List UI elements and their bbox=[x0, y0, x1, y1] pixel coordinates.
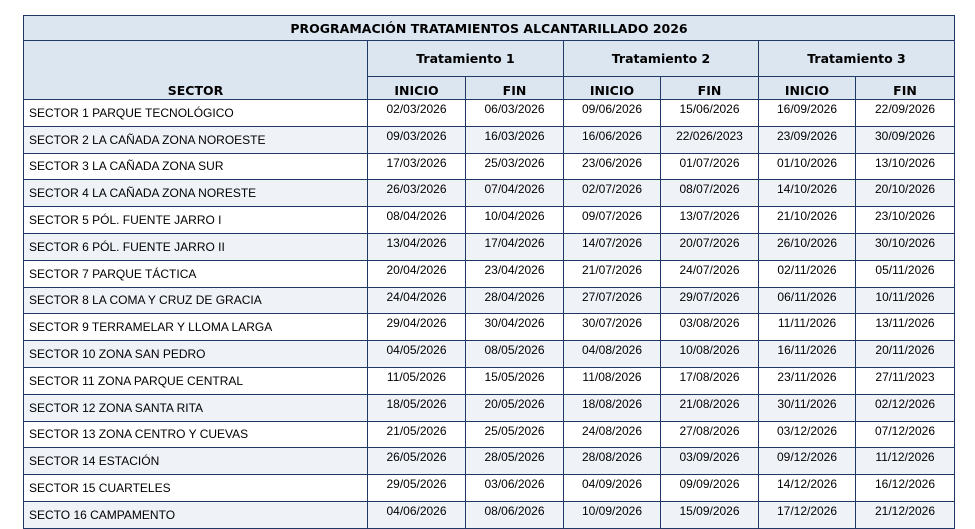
end-date-cell: 25/05/2026 bbox=[466, 421, 564, 448]
start-date-cell: 24/08/2026 bbox=[564, 421, 661, 448]
table-row bbox=[24, 367, 955, 394]
start-date-cell: 04/05/2026 bbox=[368, 341, 466, 368]
start-date-cell: 02/11/2026 bbox=[759, 260, 856, 287]
start-date-cell: 09/03/2026 bbox=[368, 126, 466, 153]
table-row bbox=[24, 180, 955, 207]
table-row bbox=[24, 100, 955, 127]
start-date-cell: 09/06/2026 bbox=[564, 100, 661, 127]
end-date-cell: 24/07/2026 bbox=[661, 260, 759, 287]
end-date-cell: 23/10/2026 bbox=[856, 207, 955, 234]
sector-cell: SECTOR 11 ZONA PARQUE CENTRAL bbox=[24, 367, 368, 394]
start-date-cell: 09/07/2026 bbox=[564, 207, 661, 234]
sector-cell: SECTOR 7 PARQUE TÁCTICA bbox=[24, 260, 368, 287]
start-date-cell: 11/08/2026 bbox=[564, 367, 661, 394]
table-body bbox=[24, 100, 955, 529]
end-date-cell: 30/10/2026 bbox=[856, 233, 955, 260]
end-date-cell: 10/08/2026 bbox=[661, 341, 759, 368]
start-date-cell: 04/06/2026 bbox=[368, 501, 466, 528]
start-date-cell: 04/09/2026 bbox=[564, 475, 661, 502]
sector-column-header: SECTOR bbox=[24, 41, 368, 100]
sector-cell: SECTOR 3 LA CAÑADA ZONA SUR bbox=[24, 153, 368, 180]
end-date-cell: 05/11/2026 bbox=[856, 260, 955, 287]
start-date-cell: 21/07/2026 bbox=[564, 260, 661, 287]
sector-cell: SECTOR 14 ESTACIÓN bbox=[24, 448, 368, 475]
end-date-cell: 07/04/2026 bbox=[466, 180, 564, 207]
column-header-fin: FIN bbox=[856, 77, 955, 100]
start-date-cell: 29/04/2026 bbox=[368, 314, 466, 341]
end-date-cell: 17/04/2026 bbox=[466, 233, 564, 260]
sector-cell: SECTOR 10 ZONA SAN PEDRO bbox=[24, 341, 368, 368]
end-date-cell: 09/09/2026 bbox=[661, 475, 759, 502]
column-header-fin: FIN bbox=[661, 77, 759, 100]
start-date-cell: 11/11/2026 bbox=[759, 314, 856, 341]
start-date-cell: 23/09/2026 bbox=[759, 126, 856, 153]
end-date-cell: 16/03/2026 bbox=[466, 126, 564, 153]
start-date-cell: 16/09/2026 bbox=[759, 100, 856, 127]
table-row bbox=[24, 126, 955, 153]
end-date-cell: 21/08/2026 bbox=[661, 394, 759, 421]
end-date-cell: 03/08/2026 bbox=[661, 314, 759, 341]
end-date-cell: 10/04/2026 bbox=[466, 207, 564, 234]
table-row bbox=[24, 287, 955, 314]
start-date-cell: 01/10/2026 bbox=[759, 153, 856, 180]
group-header-tratamiento-2: Tratamiento 2 bbox=[564, 41, 759, 77]
end-date-cell: 20/07/2026 bbox=[661, 233, 759, 260]
table-row bbox=[24, 475, 955, 502]
start-date-cell: 09/12/2026 bbox=[759, 448, 856, 475]
start-date-cell: 30/11/2026 bbox=[759, 394, 856, 421]
start-date-cell: 18/05/2026 bbox=[368, 394, 466, 421]
end-date-cell: 03/09/2026 bbox=[661, 448, 759, 475]
table-row bbox=[24, 341, 955, 368]
sector-cell: SECTOR 13 ZONA CENTRO Y CUEVAS bbox=[24, 421, 368, 448]
start-date-cell: 16/11/2026 bbox=[759, 341, 856, 368]
end-date-cell: 28/05/2026 bbox=[466, 448, 564, 475]
sector-cell: SECTOR 9 TERRAMELAR Y LLOMA LARGA bbox=[24, 314, 368, 341]
end-date-cell: 28/04/2026 bbox=[466, 287, 564, 314]
start-date-cell: 28/08/2026 bbox=[564, 448, 661, 475]
end-date-cell: 27/11/2023 bbox=[856, 367, 955, 394]
table-row bbox=[24, 421, 955, 448]
table-row bbox=[24, 153, 955, 180]
start-date-cell: 26/10/2026 bbox=[759, 233, 856, 260]
start-date-cell: 17/03/2026 bbox=[368, 153, 466, 180]
end-date-cell: 27/08/2026 bbox=[661, 421, 759, 448]
end-date-cell: 23/04/2026 bbox=[466, 260, 564, 287]
end-date-cell: 11/12/2026 bbox=[856, 448, 955, 475]
column-header-inicio: INICIO bbox=[564, 77, 661, 100]
start-date-cell: 23/06/2026 bbox=[564, 153, 661, 180]
start-date-cell: 06/11/2026 bbox=[759, 287, 856, 314]
schedule-table bbox=[23, 15, 955, 529]
table-row bbox=[24, 448, 955, 475]
start-date-cell: 03/12/2026 bbox=[759, 421, 856, 448]
start-date-cell: 26/03/2026 bbox=[368, 180, 466, 207]
end-date-cell: 30/04/2026 bbox=[466, 314, 564, 341]
table-row bbox=[24, 314, 955, 341]
start-date-cell: 20/04/2026 bbox=[368, 260, 466, 287]
start-date-cell: 18/08/2026 bbox=[564, 394, 661, 421]
end-date-cell: 20/05/2026 bbox=[466, 394, 564, 421]
column-header-inicio: INICIO bbox=[759, 77, 856, 100]
end-date-cell: 03/06/2026 bbox=[466, 475, 564, 502]
sector-cell: SECTOR 1 PARQUE TECNOLÓGICO bbox=[24, 100, 368, 127]
end-date-cell: 20/11/2026 bbox=[856, 341, 955, 368]
column-header-inicio: INICIO bbox=[368, 77, 466, 100]
end-date-cell: 15/06/2026 bbox=[661, 100, 759, 127]
end-date-cell: 08/07/2026 bbox=[661, 180, 759, 207]
end-date-cell: 02/12/2026 bbox=[856, 394, 955, 421]
end-date-cell: 15/09/2026 bbox=[661, 501, 759, 528]
start-date-cell: 17/12/2026 bbox=[759, 501, 856, 528]
start-date-cell: 11/05/2026 bbox=[368, 367, 466, 394]
end-date-cell: 21/12/2026 bbox=[856, 501, 955, 528]
group-header-tratamiento-3: Tratamiento 3 bbox=[759, 41, 955, 77]
sector-cell: SECTOR 2 LA CAÑADA ZONA NOROESTE bbox=[24, 126, 368, 153]
end-date-cell: 13/10/2026 bbox=[856, 153, 955, 180]
start-date-cell: 23/11/2026 bbox=[759, 367, 856, 394]
end-date-cell: 15/05/2026 bbox=[466, 367, 564, 394]
end-date-cell: 01/07/2026 bbox=[661, 153, 759, 180]
start-date-cell: 27/07/2026 bbox=[564, 287, 661, 314]
table-title: PROGRAMACIÓN TRATAMIENTOS ALCANTARILLADO 2026 bbox=[24, 16, 955, 41]
start-date-cell: 04/08/2026 bbox=[564, 341, 661, 368]
start-date-cell: 10/09/2026 bbox=[564, 501, 661, 528]
sector-cell: SECTOR 8 LA COMA Y CRUZ DE GRACIA bbox=[24, 287, 368, 314]
start-date-cell: 24/04/2026 bbox=[368, 287, 466, 314]
sector-cell: SECTOR 15 CUARTELES bbox=[24, 475, 368, 502]
start-date-cell: 14/12/2026 bbox=[759, 475, 856, 502]
table-row bbox=[24, 233, 955, 260]
start-date-cell: 26/05/2026 bbox=[368, 448, 466, 475]
start-date-cell: 02/03/2026 bbox=[368, 100, 466, 127]
end-date-cell: 10/11/2026 bbox=[856, 287, 955, 314]
start-date-cell: 02/07/2026 bbox=[564, 180, 661, 207]
end-date-cell: 13/07/2026 bbox=[661, 207, 759, 234]
table-row bbox=[24, 394, 955, 421]
start-date-cell: 14/10/2026 bbox=[759, 180, 856, 207]
start-date-cell: 21/10/2026 bbox=[759, 207, 856, 234]
end-date-cell: 20/10/2026 bbox=[856, 180, 955, 207]
end-date-cell: 16/12/2026 bbox=[856, 475, 955, 502]
start-date-cell: 21/05/2026 bbox=[368, 421, 466, 448]
sector-cell: SECTOR 4 LA CAÑADA ZONA NORESTE bbox=[24, 180, 368, 207]
column-header-fin: FIN bbox=[466, 77, 564, 100]
end-date-cell: 25/03/2026 bbox=[466, 153, 564, 180]
start-date-cell: 14/07/2026 bbox=[564, 233, 661, 260]
start-date-cell: 30/07/2026 bbox=[564, 314, 661, 341]
table-row bbox=[24, 207, 955, 234]
sector-cell: SECTOR 6 PÓL. FUENTE JARRO II bbox=[24, 233, 368, 260]
end-date-cell: 29/07/2026 bbox=[661, 287, 759, 314]
start-date-cell: 08/04/2026 bbox=[368, 207, 466, 234]
sector-cell: SECTO 16 CAMPAMENTO bbox=[24, 501, 368, 528]
end-date-cell: 17/08/2026 bbox=[661, 367, 759, 394]
end-date-cell: 08/05/2026 bbox=[466, 341, 564, 368]
end-date-cell: 08/06/2026 bbox=[466, 501, 564, 528]
end-date-cell: 06/03/2026 bbox=[466, 100, 564, 127]
start-date-cell: 16/06/2026 bbox=[564, 126, 661, 153]
table-row bbox=[24, 260, 955, 287]
start-date-cell: 13/04/2026 bbox=[368, 233, 466, 260]
sector-cell: SECTOR 5 PÓL. FUENTE JARRO I bbox=[24, 207, 368, 234]
table-row bbox=[24, 501, 955, 528]
end-date-cell: 22/026/2023 bbox=[661, 126, 759, 153]
start-date-cell: 29/05/2026 bbox=[368, 475, 466, 502]
sector-cell: SECTOR 12 ZONA SANTA RITA bbox=[24, 394, 368, 421]
end-date-cell: 22/09/2026 bbox=[856, 100, 955, 127]
end-date-cell: 07/12/2026 bbox=[856, 421, 955, 448]
end-date-cell: 30/09/2026 bbox=[856, 126, 955, 153]
end-date-cell: 13/11/2026 bbox=[856, 314, 955, 341]
group-header-tratamiento-1: Tratamiento 1 bbox=[368, 41, 564, 77]
